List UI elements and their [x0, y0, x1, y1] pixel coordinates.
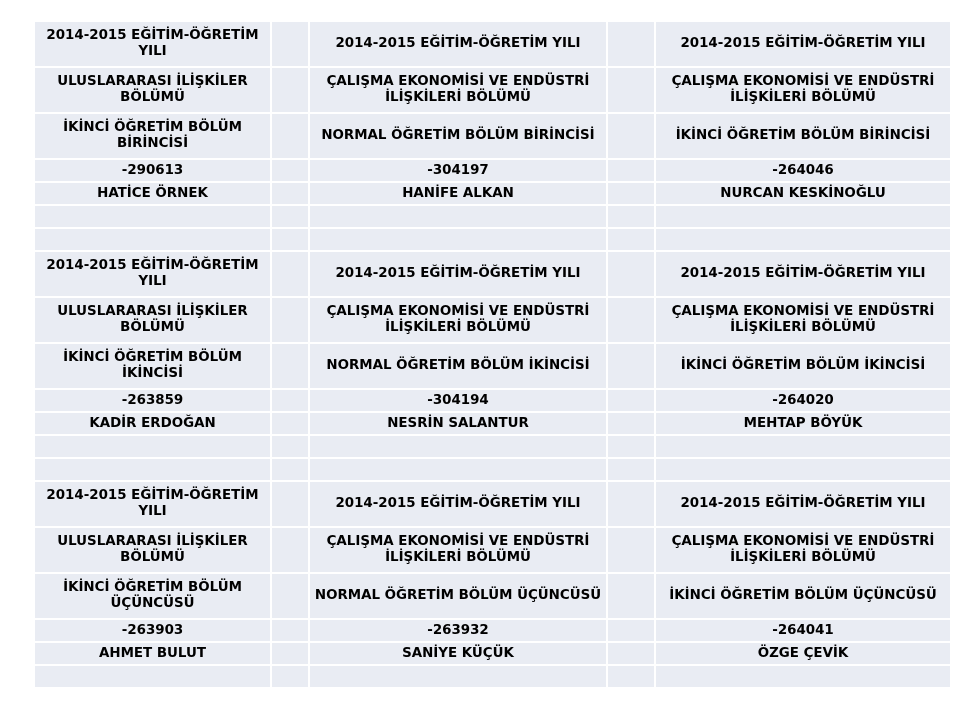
table-row-number: [35, 390, 950, 411]
cell-year: 2014-2015 EĞİTİM-ÖĞRETİM YILI: [310, 22, 606, 66]
empty-cell: [656, 436, 950, 457]
empty-cell: [656, 229, 950, 250]
spacer-cell: [608, 114, 654, 158]
spacer-cell: [608, 229, 654, 250]
cell-rank: İKİNCİ ÖĞRETİM BÖLÜM BİRİNCİSİ: [35, 114, 270, 158]
cell-name: NESRİN SALANTUR: [310, 413, 606, 434]
cell-name: SANİYE KÜÇÜK: [310, 643, 606, 664]
cell-rank: NORMAL ÖĞRETİM BÖLÜM İKİNCİSİ: [310, 344, 606, 388]
cell-number: -304194: [310, 390, 606, 411]
spacer-cell: [272, 459, 308, 480]
cell-name: AHMET BULUT: [35, 643, 270, 664]
spacer-cell: [272, 666, 308, 687]
spacer-cell: [608, 413, 654, 434]
spacer-cell: [272, 160, 308, 181]
cell-number: -290613: [35, 160, 270, 181]
spacer-cell: [608, 574, 654, 618]
spacer-cell: [608, 68, 654, 112]
cell-name: KADİR ERDOĞAN: [35, 413, 270, 434]
spacer-cell: [608, 160, 654, 181]
table-row-empty: [35, 436, 950, 457]
spacer-cell: [272, 298, 308, 342]
table-row-empty: [35, 229, 950, 250]
cell-department: ÇALIŞMA EKONOMİSİ VE ENDÜSTRİ İLİŞKİLERİ BÖLÜMÜ: [310, 528, 606, 572]
spacer-cell: [608, 459, 654, 480]
table-row-empty: [35, 459, 950, 480]
spacer-cell: [608, 344, 654, 388]
table-row-rank: [35, 114, 950, 158]
spacer-cell: [608, 436, 654, 457]
table-row-name: [35, 183, 950, 204]
table-row-year: [35, 482, 950, 526]
cell-year: 2014-2015 EĞİTİM-ÖĞRETİM YILI: [310, 482, 606, 526]
spacer-cell: [608, 390, 654, 411]
empty-cell: [310, 666, 606, 687]
spacer-cell: [272, 114, 308, 158]
cell-department: ULUSLARARASI İLİŞKİLER BÖLÜMÜ: [35, 68, 270, 112]
spacer-cell: [272, 413, 308, 434]
spacer-cell: [272, 620, 308, 641]
spacer-cell: [608, 252, 654, 296]
spacer-cell: [272, 574, 308, 618]
cell-rank: İKİNCİ ÖĞRETİM BÖLÜM İKİNCİSİ: [35, 344, 270, 388]
table-row-rank: [35, 574, 950, 618]
spacer-cell: [608, 183, 654, 204]
table-row-year: [35, 22, 950, 66]
cell-number: -263859: [35, 390, 270, 411]
table-row-year: [35, 252, 950, 296]
empty-cell: [310, 206, 606, 227]
cell-year: 2014-2015 EĞİTİM-ÖĞRETİM YILI: [310, 252, 606, 296]
awards-table: [33, 20, 952, 689]
spacer-cell: [608, 298, 654, 342]
spacer-cell: [272, 183, 308, 204]
cell-number: -263932: [310, 620, 606, 641]
table-row-rank: [35, 344, 950, 388]
table-row-department: [35, 298, 950, 342]
spacer-cell: [272, 344, 308, 388]
cell-rank: NORMAL ÖĞRETİM BÖLÜM ÜÇÜNCÜSÜ: [310, 574, 606, 618]
empty-cell: [35, 459, 270, 480]
table-row-number: [35, 620, 950, 641]
empty-cell: [35, 206, 270, 227]
empty-cell: [656, 459, 950, 480]
empty-cell: [310, 229, 606, 250]
cell-name: MEHTAP BÖYÜK: [656, 413, 950, 434]
spacer-cell: [608, 206, 654, 227]
spacer-cell: [608, 482, 654, 526]
cell-number: -264020: [656, 390, 950, 411]
spacer-cell: [272, 68, 308, 112]
table-row-department: [35, 68, 950, 112]
cell-number: -304197: [310, 160, 606, 181]
empty-cell: [656, 206, 950, 227]
cell-rank: İKİNCİ ÖĞRETİM BÖLÜM İKİNCİSİ: [656, 344, 950, 388]
cell-department: ÇALIŞMA EKONOMİSİ VE ENDÜSTRİ İLİŞKİLERİ BÖLÜMÜ: [656, 68, 950, 112]
spacer-cell: [608, 22, 654, 66]
spacer-cell: [608, 643, 654, 664]
cell-department: ÇALIŞMA EKONOMİSİ VE ENDÜSTRİ İLİŞKİLERİ BÖLÜMÜ: [310, 298, 606, 342]
cell-rank: NORMAL ÖĞRETİM BÖLÜM BİRİNCİSİ: [310, 114, 606, 158]
cell-number: -264041: [656, 620, 950, 641]
cell-year: 2014-2015 EĞİTİM-ÖĞRETİM YILI: [35, 482, 270, 526]
spacer-cell: [272, 252, 308, 296]
cell-rank: İKİNCİ ÖĞRETİM BÖLÜM ÜÇÜNCÜSÜ: [35, 574, 270, 618]
spacer-cell: [272, 229, 308, 250]
spacer-cell: [272, 643, 308, 664]
empty-cell: [310, 459, 606, 480]
cell-year: 2014-2015 EĞİTİM-ÖĞRETİM YILI: [656, 22, 950, 66]
table-row-empty: [35, 206, 950, 227]
spacer-cell: [272, 206, 308, 227]
cell-department: ÇALIŞMA EKONOMİSİ VE ENDÜSTRİ İLİŞKİLERİ BÖLÜMÜ: [656, 298, 950, 342]
cell-number: -263903: [35, 620, 270, 641]
table-row-name: [35, 413, 950, 434]
cell-year: 2014-2015 EĞİTİM-ÖĞRETİM YILI: [656, 252, 950, 296]
table-row-department: [35, 528, 950, 572]
empty-cell: [35, 229, 270, 250]
spacer-cell: [272, 436, 308, 457]
table-row-number: [35, 160, 950, 181]
table-row-empty: [35, 666, 950, 687]
cell-department: ÇALIŞMA EKONOMİSİ VE ENDÜSTRİ İLİŞKİLERİ BÖLÜMÜ: [310, 68, 606, 112]
cell-name: HATİCE ÖRNEK: [35, 183, 270, 204]
cell-year: 2014-2015 EĞİTİM-ÖĞRETİM YILI: [656, 482, 950, 526]
spacer-cell: [608, 620, 654, 641]
table-row-name: [35, 643, 950, 664]
empty-cell: [35, 436, 270, 457]
cell-name: HANİFE ALKAN: [310, 183, 606, 204]
spacer-cell: [272, 22, 308, 66]
spacer-cell: [608, 528, 654, 572]
spacer-cell: [272, 528, 308, 572]
cell-name: NURCAN KESKİNOĞLU: [656, 183, 950, 204]
cell-rank: İKİNCİ ÖĞRETİM BÖLÜM BİRİNCİSİ: [656, 114, 950, 158]
cell-year: 2014-2015 EĞİTİM-ÖĞRETİM YILI: [35, 252, 270, 296]
cell-department: ULUSLARARASI İLİŞKİLER BÖLÜMÜ: [35, 298, 270, 342]
cell-rank: İKİNCİ ÖĞRETİM BÖLÜM ÜÇÜNCÜSÜ: [656, 574, 950, 618]
cell-department: ULUSLARARASI İLİŞKİLER BÖLÜMÜ: [35, 528, 270, 572]
cell-year: 2014-2015 EĞİTİM-ÖĞRETİM YILI: [35, 22, 270, 66]
empty-cell: [310, 436, 606, 457]
spacer-cell: [608, 666, 654, 687]
cell-number: -264046: [656, 160, 950, 181]
cell-name: ÖZGE ÇEVİK: [656, 643, 950, 664]
spacer-cell: [272, 390, 308, 411]
empty-cell: [656, 666, 950, 687]
spacer-cell: [272, 482, 308, 526]
cell-department: ÇALIŞMA EKONOMİSİ VE ENDÜSTRİ İLİŞKİLERİ BÖLÜMÜ: [656, 528, 950, 572]
empty-cell: [35, 666, 270, 687]
